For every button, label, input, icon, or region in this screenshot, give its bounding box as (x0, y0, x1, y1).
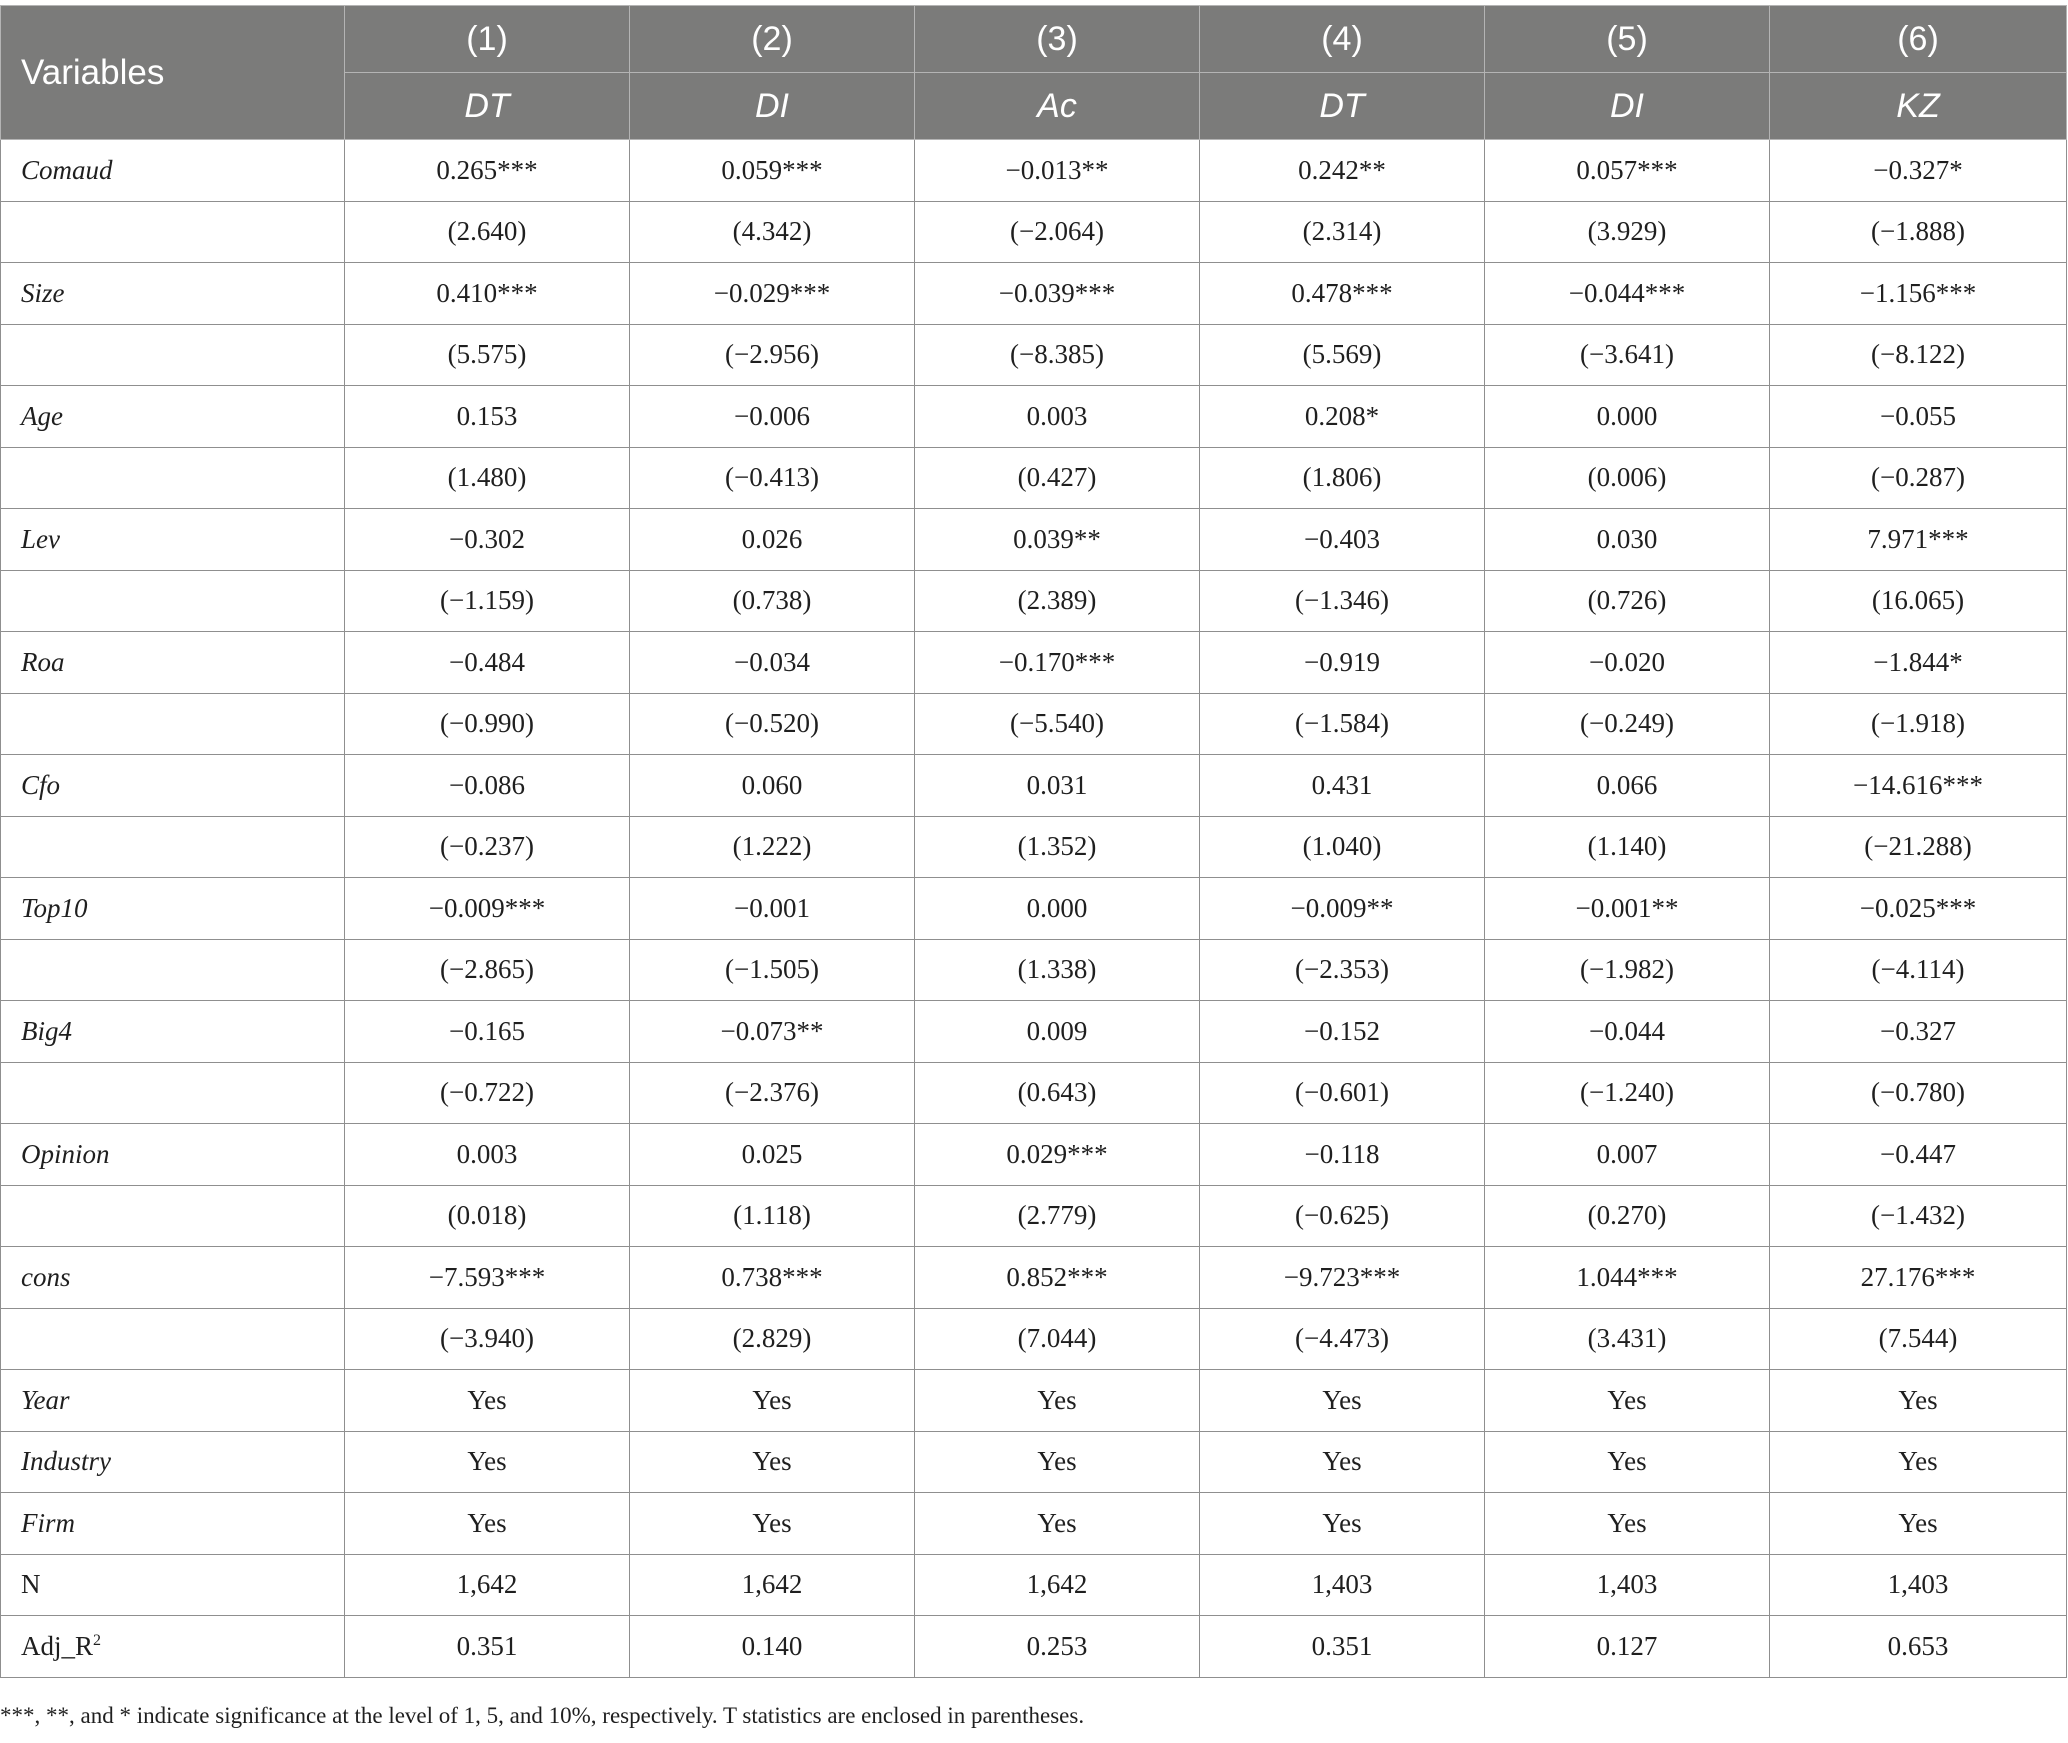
value-cell: (2.829) (630, 1308, 915, 1370)
value-cell: (−1.505) (630, 939, 915, 1001)
value-cell: 0.003 (915, 386, 1200, 448)
variable-name-cell (1, 693, 345, 755)
value-cell: 0.208* (1200, 386, 1485, 448)
value-cell: −0.001** (1485, 878, 1770, 940)
value-cell: Yes (915, 1370, 1200, 1432)
table-header (1, 6, 2067, 140)
variable-name-cell (1, 324, 345, 386)
value-cell: (−4.473) (1200, 1308, 1485, 1370)
value-cell: −0.013** (915, 140, 1200, 202)
variable-name-cell (1, 816, 345, 878)
value-cell: Yes (630, 1370, 915, 1432)
variable-name-cell (1, 1493, 345, 1555)
value-cell: (−0.520) (630, 693, 915, 755)
table-row (1, 201, 2067, 263)
value-cell: −0.484 (345, 632, 630, 694)
value-cell: (−0.287) (1770, 447, 2067, 509)
value-cell: (−1.918) (1770, 693, 2067, 755)
dependent-variable-header: DT (1200, 73, 1485, 140)
value-cell: −0.403 (1200, 509, 1485, 571)
variable-name-cell (1, 1370, 345, 1432)
value-cell: (1.480) (345, 447, 630, 509)
value-cell: (−5.540) (915, 693, 1200, 755)
value-cell: (1.040) (1200, 816, 1485, 878)
variable-name-cell (1, 1616, 345, 1678)
value-cell: 0.031 (915, 755, 1200, 817)
value-cell: −0.118 (1200, 1124, 1485, 1186)
value-cell: 0.026 (630, 509, 915, 571)
model-number-header: (1) (345, 6, 630, 73)
value-cell: (−3.641) (1485, 324, 1770, 386)
value-cell: (−2.376) (630, 1062, 915, 1124)
value-cell: 27.176*** (1770, 1247, 2067, 1309)
value-cell: (0.738) (630, 570, 915, 632)
table-row (1, 447, 2067, 509)
variable-name-cell (1, 1431, 345, 1493)
value-cell: 0.410*** (345, 263, 630, 325)
superscript: 2 (93, 1631, 102, 1649)
value-cell: (−1.432) (1770, 1185, 2067, 1247)
table-body (1, 140, 2067, 1678)
value-cell: 0.030 (1485, 509, 1770, 571)
model-number-header: (3) (915, 6, 1200, 73)
value-cell: (2.389) (915, 570, 1200, 632)
value-cell: Yes (1200, 1370, 1485, 1432)
value-cell: (−21.288) (1770, 816, 2067, 878)
value-cell: (0.006) (1485, 447, 1770, 509)
value-cell: (0.726) (1485, 570, 1770, 632)
value-cell: (−2.353) (1200, 939, 1485, 1001)
value-cell: 1,642 (915, 1554, 1200, 1616)
value-cell: Yes (1770, 1431, 2067, 1493)
variable-name-cell (1, 878, 345, 940)
variable-name: Adj_R (21, 1630, 94, 1661)
variables-column-header: Variables (1, 6, 345, 140)
value-cell: 1,642 (345, 1554, 630, 1616)
variable-name-cell (1, 140, 345, 202)
value-cell: (−1.346) (1200, 570, 1485, 632)
value-cell: −0.025*** (1770, 878, 2067, 940)
value-cell: −0.044 (1485, 1001, 1770, 1063)
model-number-header: (4) (1200, 6, 1485, 73)
value-cell: (−0.722) (345, 1062, 630, 1124)
value-cell: −0.006 (630, 386, 915, 448)
value-cell: (−0.625) (1200, 1185, 1485, 1247)
value-cell: 0.852*** (915, 1247, 1200, 1309)
value-cell: −0.327 (1770, 1001, 2067, 1063)
value-cell: −0.327* (1770, 140, 2067, 202)
variable-name: Age (21, 400, 63, 431)
value-cell: (−3.940) (345, 1308, 630, 1370)
value-cell: −1.844* (1770, 632, 2067, 694)
variable-name: Big4 (21, 1015, 72, 1046)
variable-name: Opinion (21, 1138, 110, 1169)
value-cell: 0.003 (345, 1124, 630, 1186)
value-cell: Yes (1485, 1370, 1770, 1432)
value-cell: Yes (915, 1493, 1200, 1555)
variable-name-cell (1, 201, 345, 263)
value-cell: (−0.601) (1200, 1062, 1485, 1124)
value-cell: 0.253 (915, 1616, 1200, 1678)
value-cell: 0.351 (345, 1616, 630, 1678)
table-row (1, 1124, 2067, 1186)
value-cell: −0.055 (1770, 386, 2067, 448)
value-cell: 0.140 (630, 1616, 915, 1678)
value-cell: (−8.122) (1770, 324, 2067, 386)
value-cell: (0.643) (915, 1062, 1200, 1124)
value-cell: (0.427) (915, 447, 1200, 509)
value-cell: 1.044*** (1485, 1247, 1770, 1309)
value-cell: −0.020 (1485, 632, 1770, 694)
value-cell: 0.029*** (915, 1124, 1200, 1186)
variable-name-cell (1, 939, 345, 1001)
value-cell: −0.029*** (630, 263, 915, 325)
variable-name-cell (1, 1247, 345, 1309)
value-cell: Yes (345, 1493, 630, 1555)
variable-name-cell (1, 447, 345, 509)
value-cell: 0.738*** (630, 1247, 915, 1309)
value-cell: 0.057*** (1485, 140, 1770, 202)
value-cell: (−1.159) (345, 570, 630, 632)
value-cell: (7.544) (1770, 1308, 2067, 1370)
value-cell: (0.270) (1485, 1185, 1770, 1247)
model-number-header: (5) (1485, 6, 1770, 73)
significance-footnote: ***, **, and * indicate significance at the level of 1, 5, and 10%, respectively. T statistics are enclosed in parentheses. (0, 1703, 1085, 1728)
value-cell: Yes (630, 1493, 915, 1555)
value-cell: 0.242** (1200, 140, 1485, 202)
dependent-variable-header: KZ (1770, 73, 2067, 140)
value-cell: −0.039*** (915, 263, 1200, 325)
value-cell: −0.034 (630, 632, 915, 694)
value-cell: Yes (345, 1431, 630, 1493)
value-cell: (2.640) (345, 201, 630, 263)
table-row (1, 386, 2067, 448)
variable-name-cell (1, 263, 345, 325)
value-cell: −0.919 (1200, 632, 1485, 694)
value-cell: (2.314) (1200, 201, 1485, 263)
value-cell: (3.431) (1485, 1308, 1770, 1370)
value-cell: (−1.584) (1200, 693, 1485, 755)
value-cell: (5.569) (1200, 324, 1485, 386)
model-number-header: (2) (630, 6, 915, 73)
variable-name-cell (1, 1062, 345, 1124)
value-cell: Yes (1485, 1493, 1770, 1555)
value-cell: (7.044) (915, 1308, 1200, 1370)
value-cell: 0.478*** (1200, 263, 1485, 325)
table-row (1, 1493, 2067, 1555)
value-cell: Yes (630, 1431, 915, 1493)
variable-name: Cfo (21, 769, 61, 800)
table-row (1, 263, 2067, 325)
value-cell: 0.066 (1485, 755, 1770, 817)
value-cell: (−0.413) (630, 447, 915, 509)
value-cell: Yes (1200, 1493, 1485, 1555)
value-cell: (−0.990) (345, 693, 630, 755)
value-cell: −0.073** (630, 1001, 915, 1063)
value-cell: 1,642 (630, 1554, 915, 1616)
value-cell: (0.018) (345, 1185, 630, 1247)
table-row (1, 1431, 2067, 1493)
value-cell: 0.025 (630, 1124, 915, 1186)
value-cell: (1.140) (1485, 816, 1770, 878)
value-cell: −1.156*** (1770, 263, 2067, 325)
value-cell: (−1.982) (1485, 939, 1770, 1001)
value-cell: (−2.064) (915, 201, 1200, 263)
variable-name-cell (1, 1185, 345, 1247)
table-row (1, 939, 2067, 1001)
value-cell: −14.616*** (1770, 755, 2067, 817)
value-cell: (4.342) (630, 201, 915, 263)
value-cell: −0.009*** (345, 878, 630, 940)
dependent-variable-header: DI (1485, 73, 1770, 140)
table-row (1, 1001, 2067, 1063)
value-cell: Yes (1485, 1431, 1770, 1493)
variable-name: Comaud (21, 154, 113, 185)
value-cell: (1.118) (630, 1185, 915, 1247)
table-row (1, 324, 2067, 386)
value-cell: 0.265*** (345, 140, 630, 202)
value-cell: −0.447 (1770, 1124, 2067, 1186)
table-row (1, 632, 2067, 694)
dependent-variable-header: Ac (915, 73, 1200, 140)
variable-name: cons (21, 1261, 71, 1292)
variable-name-cell (1, 1124, 345, 1186)
regression-results-table (0, 5, 2067, 1678)
table-row (1, 816, 2067, 878)
table-row (1, 1616, 2067, 1678)
value-cell: −0.302 (345, 509, 630, 571)
value-cell: (−2.865) (345, 939, 630, 1001)
value-cell: −0.009** (1200, 878, 1485, 940)
value-cell: (16.065) (1770, 570, 2067, 632)
table-row (1, 693, 2067, 755)
variable-name-cell (1, 755, 345, 817)
header-row-model-numbers (1, 6, 2067, 73)
table-row (1, 1308, 2067, 1370)
value-cell: 0.127 (1485, 1616, 1770, 1678)
variable-name-cell (1, 1554, 345, 1616)
value-cell: (−0.780) (1770, 1062, 2067, 1124)
variable-name: Lev (21, 523, 60, 554)
value-cell: Yes (1770, 1493, 2067, 1555)
value-cell: (−0.237) (345, 816, 630, 878)
value-cell: 0.060 (630, 755, 915, 817)
table-row (1, 1062, 2067, 1124)
variable-name: Firm (21, 1507, 75, 1538)
value-cell: 7.971*** (1770, 509, 2067, 571)
variable-name: N (21, 1569, 41, 1600)
variable-name-cell (1, 632, 345, 694)
table-row (1, 1185, 2067, 1247)
variable-name: Size (21, 277, 65, 308)
value-cell: Yes (1200, 1431, 1485, 1493)
value-cell: 0.009 (915, 1001, 1200, 1063)
table-row (1, 140, 2067, 202)
value-cell: Yes (345, 1370, 630, 1432)
variable-name-cell (1, 1308, 345, 1370)
value-cell: (1.222) (630, 816, 915, 878)
value-cell: 0.153 (345, 386, 630, 448)
value-cell: (5.575) (345, 324, 630, 386)
table-row (1, 1247, 2067, 1309)
variable-name: Industry (21, 1446, 111, 1477)
value-cell: (−0.249) (1485, 693, 1770, 755)
value-cell: 0.007 (1485, 1124, 1770, 1186)
value-cell: −0.044*** (1485, 263, 1770, 325)
value-cell: −0.170*** (915, 632, 1200, 694)
table-row (1, 509, 2067, 571)
value-cell: 1,403 (1485, 1554, 1770, 1616)
variable-name-cell (1, 570, 345, 632)
value-cell: 1,403 (1770, 1554, 2067, 1616)
value-cell: 0.351 (1200, 1616, 1485, 1678)
value-cell: Yes (915, 1431, 1200, 1493)
value-cell: (3.929) (1485, 201, 1770, 263)
value-cell: 0.000 (915, 878, 1200, 940)
value-cell: 0.431 (1200, 755, 1485, 817)
value-cell: 1,403 (1200, 1554, 1485, 1616)
value-cell: 0.059*** (630, 140, 915, 202)
value-cell: 0.000 (1485, 386, 1770, 448)
variable-name-cell (1, 509, 345, 571)
variable-name-cell (1, 386, 345, 448)
variable-name-cell (1, 1001, 345, 1063)
table-row (1, 1370, 2067, 1432)
value-cell: (−4.114) (1770, 939, 2067, 1001)
table-row (1, 570, 2067, 632)
value-cell: −9.723*** (1200, 1247, 1485, 1309)
dependent-variable-header: DI (630, 73, 915, 140)
value-cell: (−8.385) (915, 324, 1200, 386)
value-cell: −0.086 (345, 755, 630, 817)
value-cell: −0.001 (630, 878, 915, 940)
value-cell: −0.165 (345, 1001, 630, 1063)
value-cell: 0.039** (915, 509, 1200, 571)
value-cell: −7.593*** (345, 1247, 630, 1309)
value-cell: (1.806) (1200, 447, 1485, 509)
value-cell: −0.152 (1200, 1001, 1485, 1063)
table-row (1, 1554, 2067, 1616)
value-cell: (2.779) (915, 1185, 1200, 1247)
value-cell: (1.352) (915, 816, 1200, 878)
dependent-variable-header: DT (345, 73, 630, 140)
model-number-header: (6) (1770, 6, 2067, 73)
value-cell: (−1.888) (1770, 201, 2067, 263)
value-cell: 0.653 (1770, 1616, 2067, 1678)
value-cell: (1.338) (915, 939, 1200, 1001)
variable-name: Top10 (21, 892, 88, 923)
value-cell: (−1.240) (1485, 1062, 1770, 1124)
variable-name: Year (21, 1384, 70, 1415)
value-cell: Yes (1770, 1370, 2067, 1432)
variable-name: Roa (21, 646, 65, 677)
table-row (1, 878, 2067, 940)
value-cell: (−2.956) (630, 324, 915, 386)
table-row (1, 755, 2067, 817)
